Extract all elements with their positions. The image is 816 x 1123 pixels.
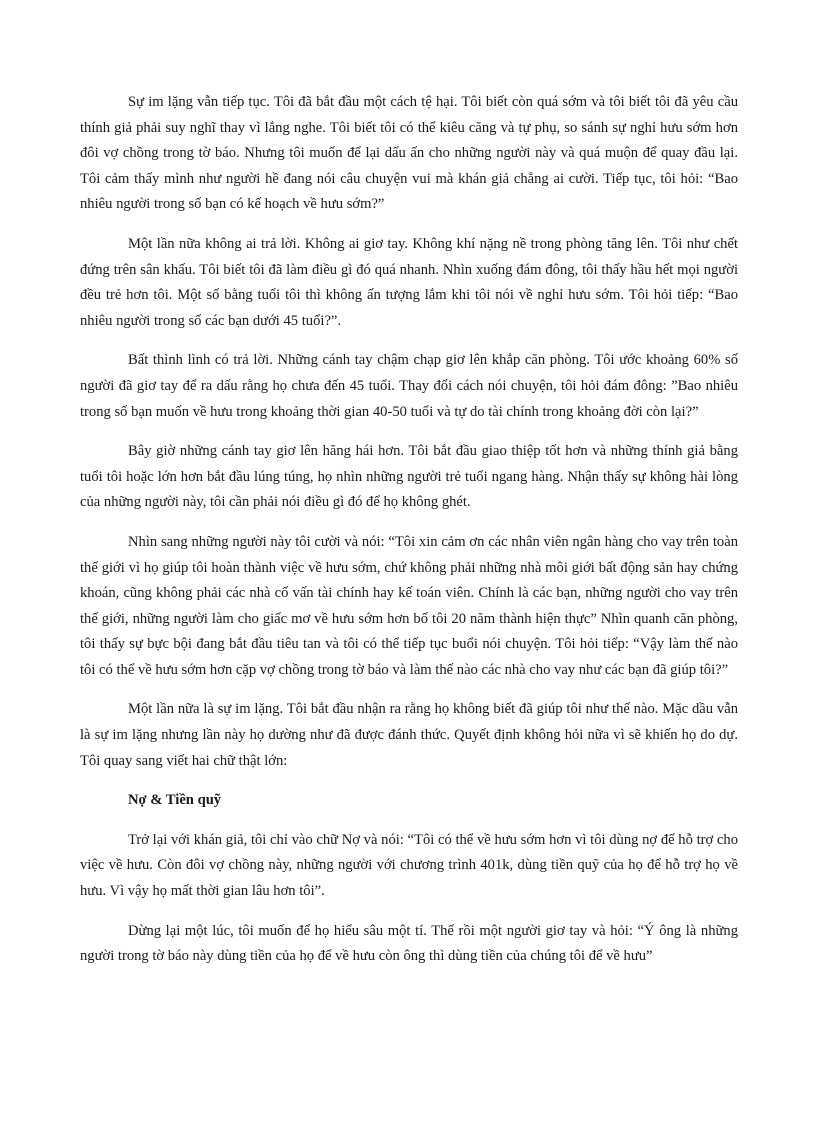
paragraph: Sự im lặng vẫn tiếp tục. Tôi đã bắt đầu một cách tệ hại. Tôi biết còn quá sớm và tôi biết tôi đã yêu cầu thính giả phải suy nghĩ thay vì lắng nghe. Tôi biết tôi có thể kiêu căng và tự phụ, so sánh sự nghỉ hưu sớm hơn đôi vợ chồng trong tờ báo. Nhưng tôi muốn để lại dấu ấn cho những người này và quá muộn để quay đầu lại. Tôi cảm thấy mình như người hề đang nói câu chuyện vui mà khán giả chẳng ai cười. Tiếp tục, tôi hỏi: “Bao nhiêu người trong số bạn có kế hoạch về hưu sớm?” bbox=[80, 94, 738, 213]
paragraph: Một lần nữa là sự im lặng. Tôi bắt đầu nhận ra rằng họ không biết đã giúp tôi như thế nào. Mặc dầu vẫn là sự im lặng nhưng lần này họ dường như đã được đánh thức. Quyết định không hỏi nữa vì sẽ khiến họ do dự. Tôi quay sang viết hai chữ thật lớn: bbox=[80, 701, 738, 769]
document-body bbox=[80, 90, 738, 984]
paragraph: Trở lại với khán giả, tôi chỉ vào chữ Nợ và nói: “Tôi có thể về hưu sớm hơn vì tôi dùng nợ để hỗ trợ cho việc về hưu. Còn đôi vợ chồng này, những người với chương trình 401k, dùng tiền quỹ của họ để hỗ trợ họ về hưu. Vì vậy họ mất thời gian lâu hơn tôi”. bbox=[80, 831, 738, 900]
paragraph: Một lần nữa không ai trả lời. Không ai giơ tay. Không khí nặng nề trong phòng tăng lên. Tôi như chết đứng trên sân khấu. Tôi biết tôi đã làm điều gì đó quá nhanh. Nhìn xuống đám đông, tôi thấy hầu hết mọi người đều trẻ hơn tôi. Một số bằng tuổi tôi thì không ấn tượng lắm khi tôi nói về nghỉ hưu sớm. Tôi hỏi tiếp: “Bao nhiêu người trong số các bạn dưới 45 tuổi?”. bbox=[80, 235, 738, 329]
section-heading: Nợ & Tiền quỹ bbox=[128, 792, 222, 809]
paragraph: Bây giờ những cánh tay giơ lên hăng hái hơn. Tôi bắt đầu giao thiệp tốt hơn và những thính giả bằng tuổi tôi hoặc lớn hơn bắt đầu lúng túng, họ nhìn những người trẻ tuổi ngang hàng. Nhận thấy sự không hài lòng của những người này, tôi cần phải nói điều gì đó để họ không ghét. bbox=[80, 443, 738, 511]
paragraph: Bất thình lình có trả lời. Những cánh tay chậm chạp giơ lên khắp căn phòng. Tôi ước khoảng 60% số người đã giơ tay để ra dấu rằng họ chưa đến 45 tuổi. Thay đổi cách nói chuyện, tôi hỏi đám đông: ”Bao nhiêu trong số bạn muốn về hưu trong khoảng thời gian 40-50 tuổi và tự do tài chính trong khoảng đời còn lại?” bbox=[80, 352, 738, 420]
paragraph: Nhìn sang những người này tôi cười và nói: “Tôi xin cảm ơn các nhân viên ngân hàng cho vay trên toàn thế giới vì họ giúp tôi hoàn thành việc về hưu sớm, chứ không phải những nhà môi giới bất động sản hay chứng khoán, cũng không phải các nhà cố vấn tài chính hay kế toán viên. Chính là các bạn, những người cho vay trên thế giới, những người làm cho giấc mơ về hưu sớm hơn bố tôi 20 năm thành hiện thực” Nhìn quanh căn phòng, tôi thấy sự bực bội đang bắt đầu tiêu tan và tôi có thể tiếp tục buổi nói chuyện. Tôi hỏi tiếp: “Vậy làm thế nào tôi có thể về hưu sớm hơn cặp vợ chồng trong tờ báo và làm thế nào các nhà cho vay như các bạn đã giúp tôi?” bbox=[80, 533, 738, 678]
paragraph: Dừng lại một lúc, tôi muốn để họ hiểu sâu một tí. Thế rồi một người giơ tay và hỏi: “Ý ông là những người trong tờ báo này dùng tiền của họ để về hưu còn ông thì dùng tiền của chúng tôi để về hưu” bbox=[80, 922, 738, 965]
